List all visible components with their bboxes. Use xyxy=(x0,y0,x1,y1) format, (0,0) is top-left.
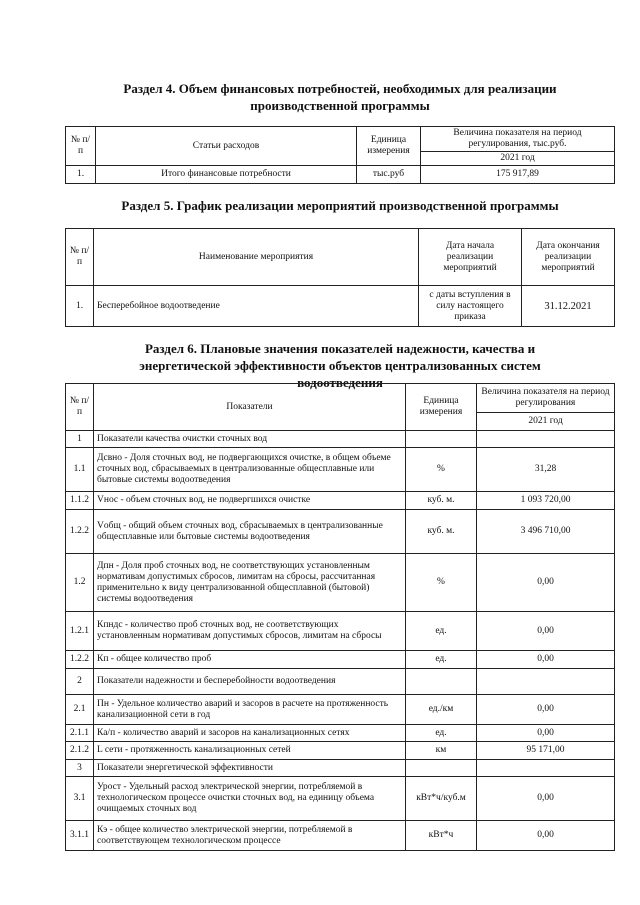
table-row xyxy=(66,286,615,327)
table-row xyxy=(66,166,615,184)
cell-unit: ед. xyxy=(406,725,477,742)
header-year: 2021 год xyxy=(421,152,615,166)
section6-table xyxy=(65,383,615,851)
cell-value xyxy=(477,431,615,448)
table-row xyxy=(66,742,615,760)
cell-unit xyxy=(406,431,477,448)
table-row xyxy=(66,492,615,510)
cell-name: Показатели качества очистки сточных вод xyxy=(94,431,406,448)
table-row xyxy=(66,760,615,777)
cell-num: 1. xyxy=(66,286,94,327)
cell-num: 2.1 xyxy=(66,695,94,725)
cell-value: 0,00 xyxy=(477,612,615,651)
cell-num: 1.2.2 xyxy=(66,510,94,554)
cell-num: 1 xyxy=(66,431,94,448)
cell-name: Показатели энергетической эффективности xyxy=(94,760,406,777)
cell-unit xyxy=(406,669,477,695)
cell-unit: кВт*ч/куб.м xyxy=(406,777,477,821)
cell-num: 1. xyxy=(66,166,96,184)
cell-value: 0,00 xyxy=(477,695,615,725)
cell-num: 2 xyxy=(66,669,94,695)
header-name: Показатели xyxy=(94,384,406,431)
cell-unit: ед. xyxy=(406,651,477,669)
header-name: Наименование мероприятия xyxy=(94,229,419,286)
header-value: Величина показателя на период регулирования, тыс.руб. xyxy=(421,127,615,152)
table-row xyxy=(66,651,615,669)
cell-num: 3.1 xyxy=(66,777,94,821)
header-num: № п/п xyxy=(66,384,94,431)
cell-value: 0,00 xyxy=(477,651,615,669)
cell-end: 31.12.2021 xyxy=(522,286,615,327)
table-row xyxy=(66,725,615,742)
section5-title: Раздел 5. График реализации мероприятий производственной программы xyxy=(121,198,559,213)
cell-unit: ед./км xyxy=(406,695,477,725)
header-year: 2021 год xyxy=(477,413,615,431)
header-start: Дата начала реализации мероприятий xyxy=(419,229,522,286)
cell-unit: кВт*ч xyxy=(406,821,477,851)
cell-name: Дпн - Доля проб сточных вод, не соответствующих установленным нормативам допустимых сбросов, лимитам на сбросы, рассчитанная применительно к виду централизованной общесплавной (бытовой) системы водоотведения xyxy=(94,554,406,612)
cell-name: Урост - Удельный расход электрической энергии, потребляемой в технологическом процессе очистки сточных вод, на единицу объема очищаемых сточных вод xyxy=(94,777,406,821)
cell-value xyxy=(477,760,615,777)
header-value: Величина показателя на период регулирования xyxy=(477,384,615,413)
cell-num: 3.1.1 xyxy=(66,821,94,851)
section6-title: Раздел 6. Плановые значения показателей надежности, качества и энергетической эффективности объектов централизованных систем водоотведения xyxy=(139,341,541,390)
table-row xyxy=(66,777,615,821)
section4-title: Раздел 4. Объем финансовых потребностей, необходимых для реализации производственной программы xyxy=(123,81,557,113)
table-row xyxy=(66,612,615,651)
table-row xyxy=(66,695,615,725)
cell-value: 3 496 710,00 xyxy=(477,510,615,554)
table-row xyxy=(66,448,615,492)
cell-value: 175 917,89 xyxy=(421,166,615,184)
cell-unit: % xyxy=(406,448,477,492)
cell-num: 3 xyxy=(66,760,94,777)
table-row xyxy=(66,821,615,851)
header-end: Дата окончания реализации мероприятий xyxy=(522,229,615,286)
cell-num: 1.2 xyxy=(66,554,94,612)
cell-name: Vнос - объем сточных вод, не подвергшихся очистке xyxy=(94,492,406,510)
header-item: Статьи расходов xyxy=(96,127,357,166)
cell-value: 0,00 xyxy=(477,821,615,851)
header-num: № п/п xyxy=(66,127,96,166)
cell-name: Бесперебойное водоотведение xyxy=(94,286,419,327)
cell-name: L сети - протяженность канализационных сетей xyxy=(94,742,406,760)
cell-unit: ед. xyxy=(406,612,477,651)
cell-num: 2.1.1 xyxy=(66,725,94,742)
cell-unit: тыс.руб xyxy=(357,166,421,184)
cell-name: Vобщ - общий объем сточных вод, сбрасываемых в централизованные общесплавные или бытовые системы водоотведения xyxy=(94,510,406,554)
cell-value: 1 093 720,00 xyxy=(477,492,615,510)
table-row xyxy=(66,554,615,612)
cell-name: Показатели надежности и бесперебойности водоотведения xyxy=(94,669,406,695)
cell-num: 1.1.2 xyxy=(66,492,94,510)
section5-table xyxy=(65,228,615,327)
cell-name: Пн - Удельное количество аварий и засоров в расчете на протяженность канализационной сети в год xyxy=(94,695,406,725)
cell-name: Ка/п - количество аварий и засоров на канализационных сетях xyxy=(94,725,406,742)
cell-value: 0,00 xyxy=(477,554,615,612)
section4-table xyxy=(65,126,615,184)
cell-value: 95 171,00 xyxy=(477,742,615,760)
header-unit: Единица измерения xyxy=(406,384,477,431)
cell-num: 1.2.2 xyxy=(66,651,94,669)
cell-unit: % xyxy=(406,554,477,612)
header-num: № п/п xyxy=(66,229,94,286)
cell-unit: км xyxy=(406,742,477,760)
cell-num: 1.2.1 xyxy=(66,612,94,651)
cell-start: с даты вступления в силу настоящего приказа xyxy=(419,286,522,327)
table-row xyxy=(66,510,615,554)
table-row xyxy=(66,431,615,448)
cell-num: 1.1 xyxy=(66,448,94,492)
cell-value xyxy=(477,669,615,695)
cell-num: 2.1.2 xyxy=(66,742,94,760)
cell-name: Кпндс - количество проб сточных вод, не соответствующих установленным нормативам допустимых сбросов, лимитам на сбросы xyxy=(94,612,406,651)
cell-name: Кэ - общее количество электрической энергии, потребляемой в соответствующем технологическом процессе xyxy=(94,821,406,851)
cell-name: Дсвно - Доля сточных вод, не подвергающихся очистке, в общем объеме сточных вод, сбрасываемых в централизованные общесплавные или бытовые системы водоотведения xyxy=(94,448,406,492)
cell-unit xyxy=(406,760,477,777)
table-row xyxy=(66,669,615,695)
cell-value: 31,28 xyxy=(477,448,615,492)
cell-value: 0,00 xyxy=(477,725,615,742)
cell-item: Итого финансовые потребности xyxy=(96,166,357,184)
cell-value: 0,00 xyxy=(477,777,615,821)
cell-name: Кп - общее количество проб xyxy=(94,651,406,669)
cell-unit: куб. м. xyxy=(406,510,477,554)
cell-unit: куб. м. xyxy=(406,492,477,510)
header-unit: Единица измерения xyxy=(357,127,421,166)
